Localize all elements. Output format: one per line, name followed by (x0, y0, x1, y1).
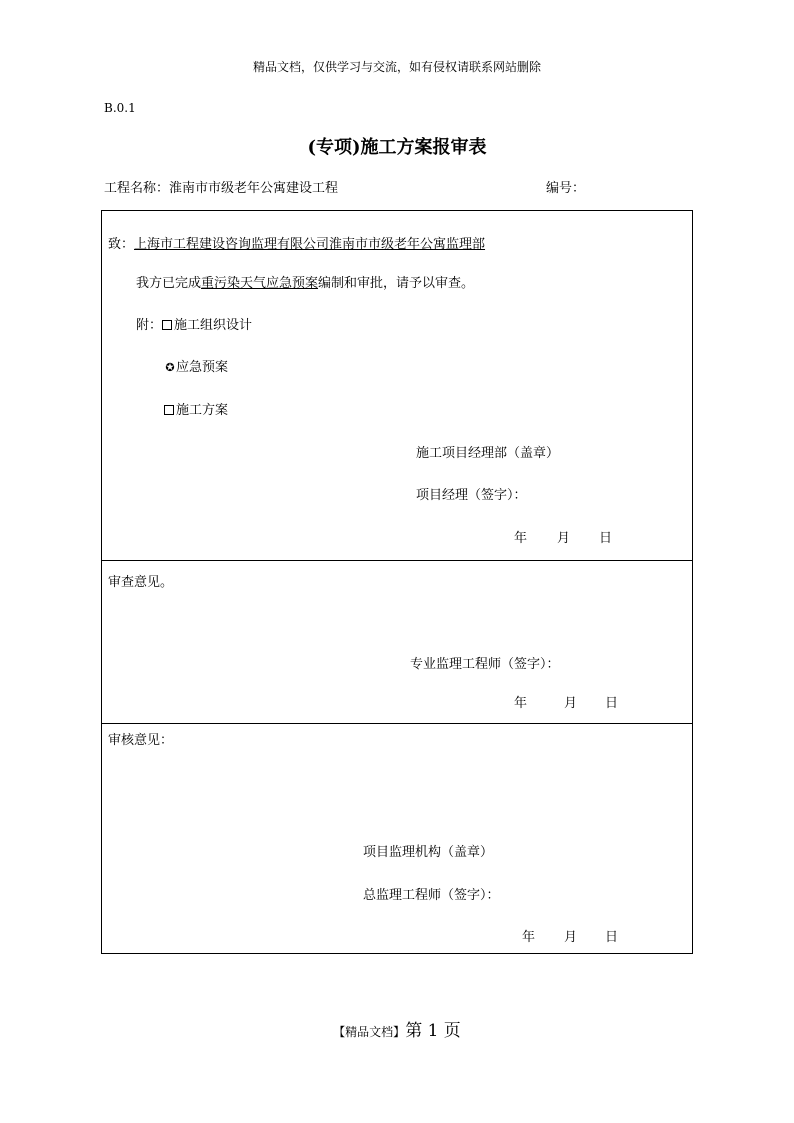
project-line (104, 177, 338, 196)
attachment-line-2 (164, 356, 228, 375)
review-opinion-heading: 审查意见。 (108, 575, 174, 590)
project-manager-signature: 项目经理（签字）： (416, 488, 527, 503)
footer-bracket-label: 【精品文档】 (333, 1025, 406, 1039)
project-name: 淮南市市级老年公寓建设工程 (169, 181, 339, 196)
attachment-line-1 (136, 314, 252, 333)
date-year: 年 (522, 930, 536, 945)
statement-suffix: 编制和审批，请予以审查。 (318, 276, 475, 291)
page-number: 第 1 页 (405, 1021, 461, 1041)
section-divider (102, 723, 692, 724)
to-organization: 上海市工程建设咨询监理有限公司淮南市市级老年公寓监理部 (134, 237, 486, 252)
watermark-header: 精品文档，仅供学习与交流，如有侵权请联系网站删除 (252, 60, 541, 74)
form-code: B.0.1 (104, 101, 136, 115)
statement-subject: 重污染天气应急预案 (201, 276, 319, 291)
checked-mark-icon: ✪ (165, 361, 175, 374)
statement-prefix: 我方已完成 (136, 276, 202, 291)
attachment-label: 施工组织设计 (174, 318, 253, 333)
audit-opinion-heading: 审核意见： (108, 733, 174, 748)
supervisor-engineer-signature: 专业监理工程师（签字）： (410, 657, 560, 672)
page-title: (专项)施工方案报审表 (307, 137, 487, 158)
attachment-label: 施工方案 (176, 403, 229, 418)
supervision-org-seal: 项目监理机构（盖章） (363, 845, 494, 860)
attachment-label: 应急预案 (176, 360, 229, 375)
checkbox-icon (164, 405, 174, 415)
chief-engineer-signature: 总监理工程师（签字）： (363, 888, 500, 903)
addressee-line (108, 233, 485, 252)
date-month: 月 (557, 531, 571, 546)
date-month: 月 (564, 930, 578, 945)
date-day: 日 (605, 930, 619, 945)
page-footer (0, 1016, 794, 1041)
to-label: 致： (108, 237, 135, 252)
date-day: 日 (605, 696, 619, 711)
submission-statement (136, 272, 474, 291)
project-label: 工程名称： (104, 181, 170, 196)
form-table (101, 210, 693, 954)
attach-label: 附： (136, 318, 163, 333)
date-month: 月 (564, 696, 578, 711)
contractor-dept-seal: 施工项目经理部（盖章） (416, 446, 560, 461)
date-day: 日 (599, 531, 613, 546)
date-year: 年 (514, 531, 528, 546)
checkbox-icon (162, 320, 172, 330)
attachment-line-3 (164, 399, 228, 418)
date-year: 年 (514, 696, 528, 711)
section-divider (102, 560, 692, 561)
number-label: 编号： (546, 181, 586, 196)
